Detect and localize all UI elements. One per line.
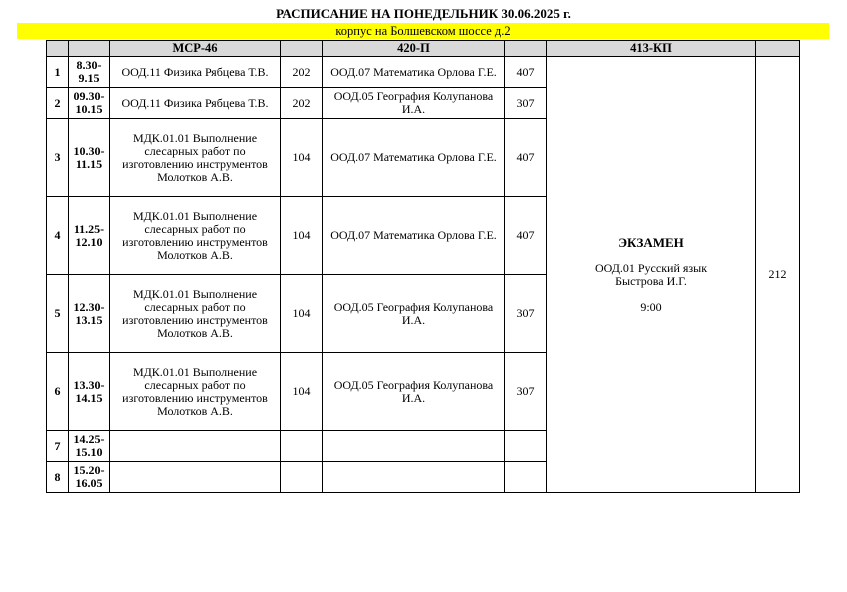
lesson-time: 8.30-9.15 — [69, 57, 110, 88]
msr46-subject: МДК.01.01 Выполнение слесарных работ по изготовлению инструментов Молотков А.В. — [110, 353, 281, 431]
msr46-room: 104 — [281, 119, 323, 197]
msr46-room: 104 — [281, 353, 323, 431]
exam-title: ЭКЗАМЕН — [618, 234, 684, 250]
msr46-subject — [110, 462, 281, 493]
page-title: РАСПИСАНИЕ НА ПОНЕДЕЛЬНИК 30.06.2025 г. — [276, 6, 571, 21]
420p-room: 407 — [505, 57, 547, 88]
420p-subject — [323, 431, 505, 462]
exam-cell-413kp — [547, 57, 756, 493]
lesson-time: 14.25-15.10 — [69, 431, 110, 462]
lesson-number: 8 — [47, 462, 69, 493]
420p-room: 307 — [505, 275, 547, 353]
group-header-413kp: 413-КП — [547, 41, 756, 57]
420p-subject: ООД.05 География Колупанова И.А. — [323, 88, 505, 119]
header-row — [47, 41, 800, 57]
420p-room — [505, 431, 547, 462]
lesson-time: 09.30-10.15 — [69, 88, 110, 119]
420p-room: 407 — [505, 119, 547, 197]
msr46-subject: МДК.01.01 Выполнение слесарных работ по изготовлению инструментов Молотков А.В. — [110, 119, 281, 197]
420p-room: 307 — [505, 88, 547, 119]
schedule-table — [46, 40, 800, 493]
lesson-time: 11.25-12.10 — [69, 197, 110, 275]
420p-subject: ООД.07 Математика Орлова Г.Е. — [323, 119, 505, 197]
group-header-420p: 420-П — [323, 41, 505, 57]
420p-subject: ООД.05 География Колупанова И.А. — [323, 353, 505, 431]
msr46-subject: ООД.11 Физика Рябцева Т.В. — [110, 88, 281, 119]
msr46-subject: МДК.01.01 Выполнение слесарных работ по изготовлению инструментов Молотков А.В. — [110, 197, 281, 275]
header-room-cell — [756, 41, 800, 57]
lesson-number: 6 — [47, 353, 69, 431]
msr46-room: 202 — [281, 88, 323, 119]
msr46-room: 104 — [281, 197, 323, 275]
exam-teacher: Быстрова И.Г. — [615, 273, 687, 288]
header-room-cell — [281, 41, 323, 57]
msr46-subject: ООД.11 Физика Рябцева Т.В. — [110, 57, 281, 88]
lesson-time: 10.30-11.15 — [69, 119, 110, 197]
lesson-number: 2 — [47, 88, 69, 119]
420p-subject: ООД.07 Математика Орлова Г.Е. — [323, 57, 505, 88]
lesson-number: 7 — [47, 431, 69, 462]
header-room-cell — [505, 41, 547, 57]
exam-room-413kp: 212 — [756, 57, 800, 493]
420p-room — [505, 462, 547, 493]
420p-room: 407 — [505, 197, 547, 275]
msr46-room — [281, 431, 323, 462]
lesson-number: 1 — [47, 57, 69, 88]
exam-gap — [547, 288, 755, 301]
420p-subject: ООД.07 Математика Орлова Г.Е. — [323, 197, 505, 275]
msr46-room: 104 — [281, 275, 323, 353]
msr46-room — [281, 462, 323, 493]
group-header-msr46: МСР-46 — [110, 41, 281, 57]
420p-subject — [323, 462, 505, 493]
header-time-cell — [69, 41, 110, 57]
420p-subject: ООД.05 География Колупанова И.А. — [323, 275, 505, 353]
exam-time: 9:00 — [640, 299, 662, 314]
header-num-cell — [47, 41, 69, 57]
lesson-number: 3 — [47, 119, 69, 197]
420p-room: 307 — [505, 353, 547, 431]
exam-subject: ООД.01 Русский язык — [594, 260, 708, 275]
exam-gap — [547, 249, 755, 262]
lesson-time: 15.20-16.05 — [69, 462, 110, 493]
building-subtitle: корпус на Болшевском шоссе д.2 — [17, 23, 829, 39]
msr46-subject: МДК.01.01 Выполнение слесарных работ по изготовлению инструментов Молотков А.В. — [110, 275, 281, 353]
lesson-time: 13.30-14.15 — [69, 353, 110, 431]
lesson-row — [47, 57, 800, 88]
lesson-number: 4 — [47, 197, 69, 275]
lesson-time: 12.30-13.15 — [69, 275, 110, 353]
lesson-number: 5 — [47, 275, 69, 353]
msr46-room: 202 — [281, 57, 323, 88]
msr46-subject — [110, 431, 281, 462]
